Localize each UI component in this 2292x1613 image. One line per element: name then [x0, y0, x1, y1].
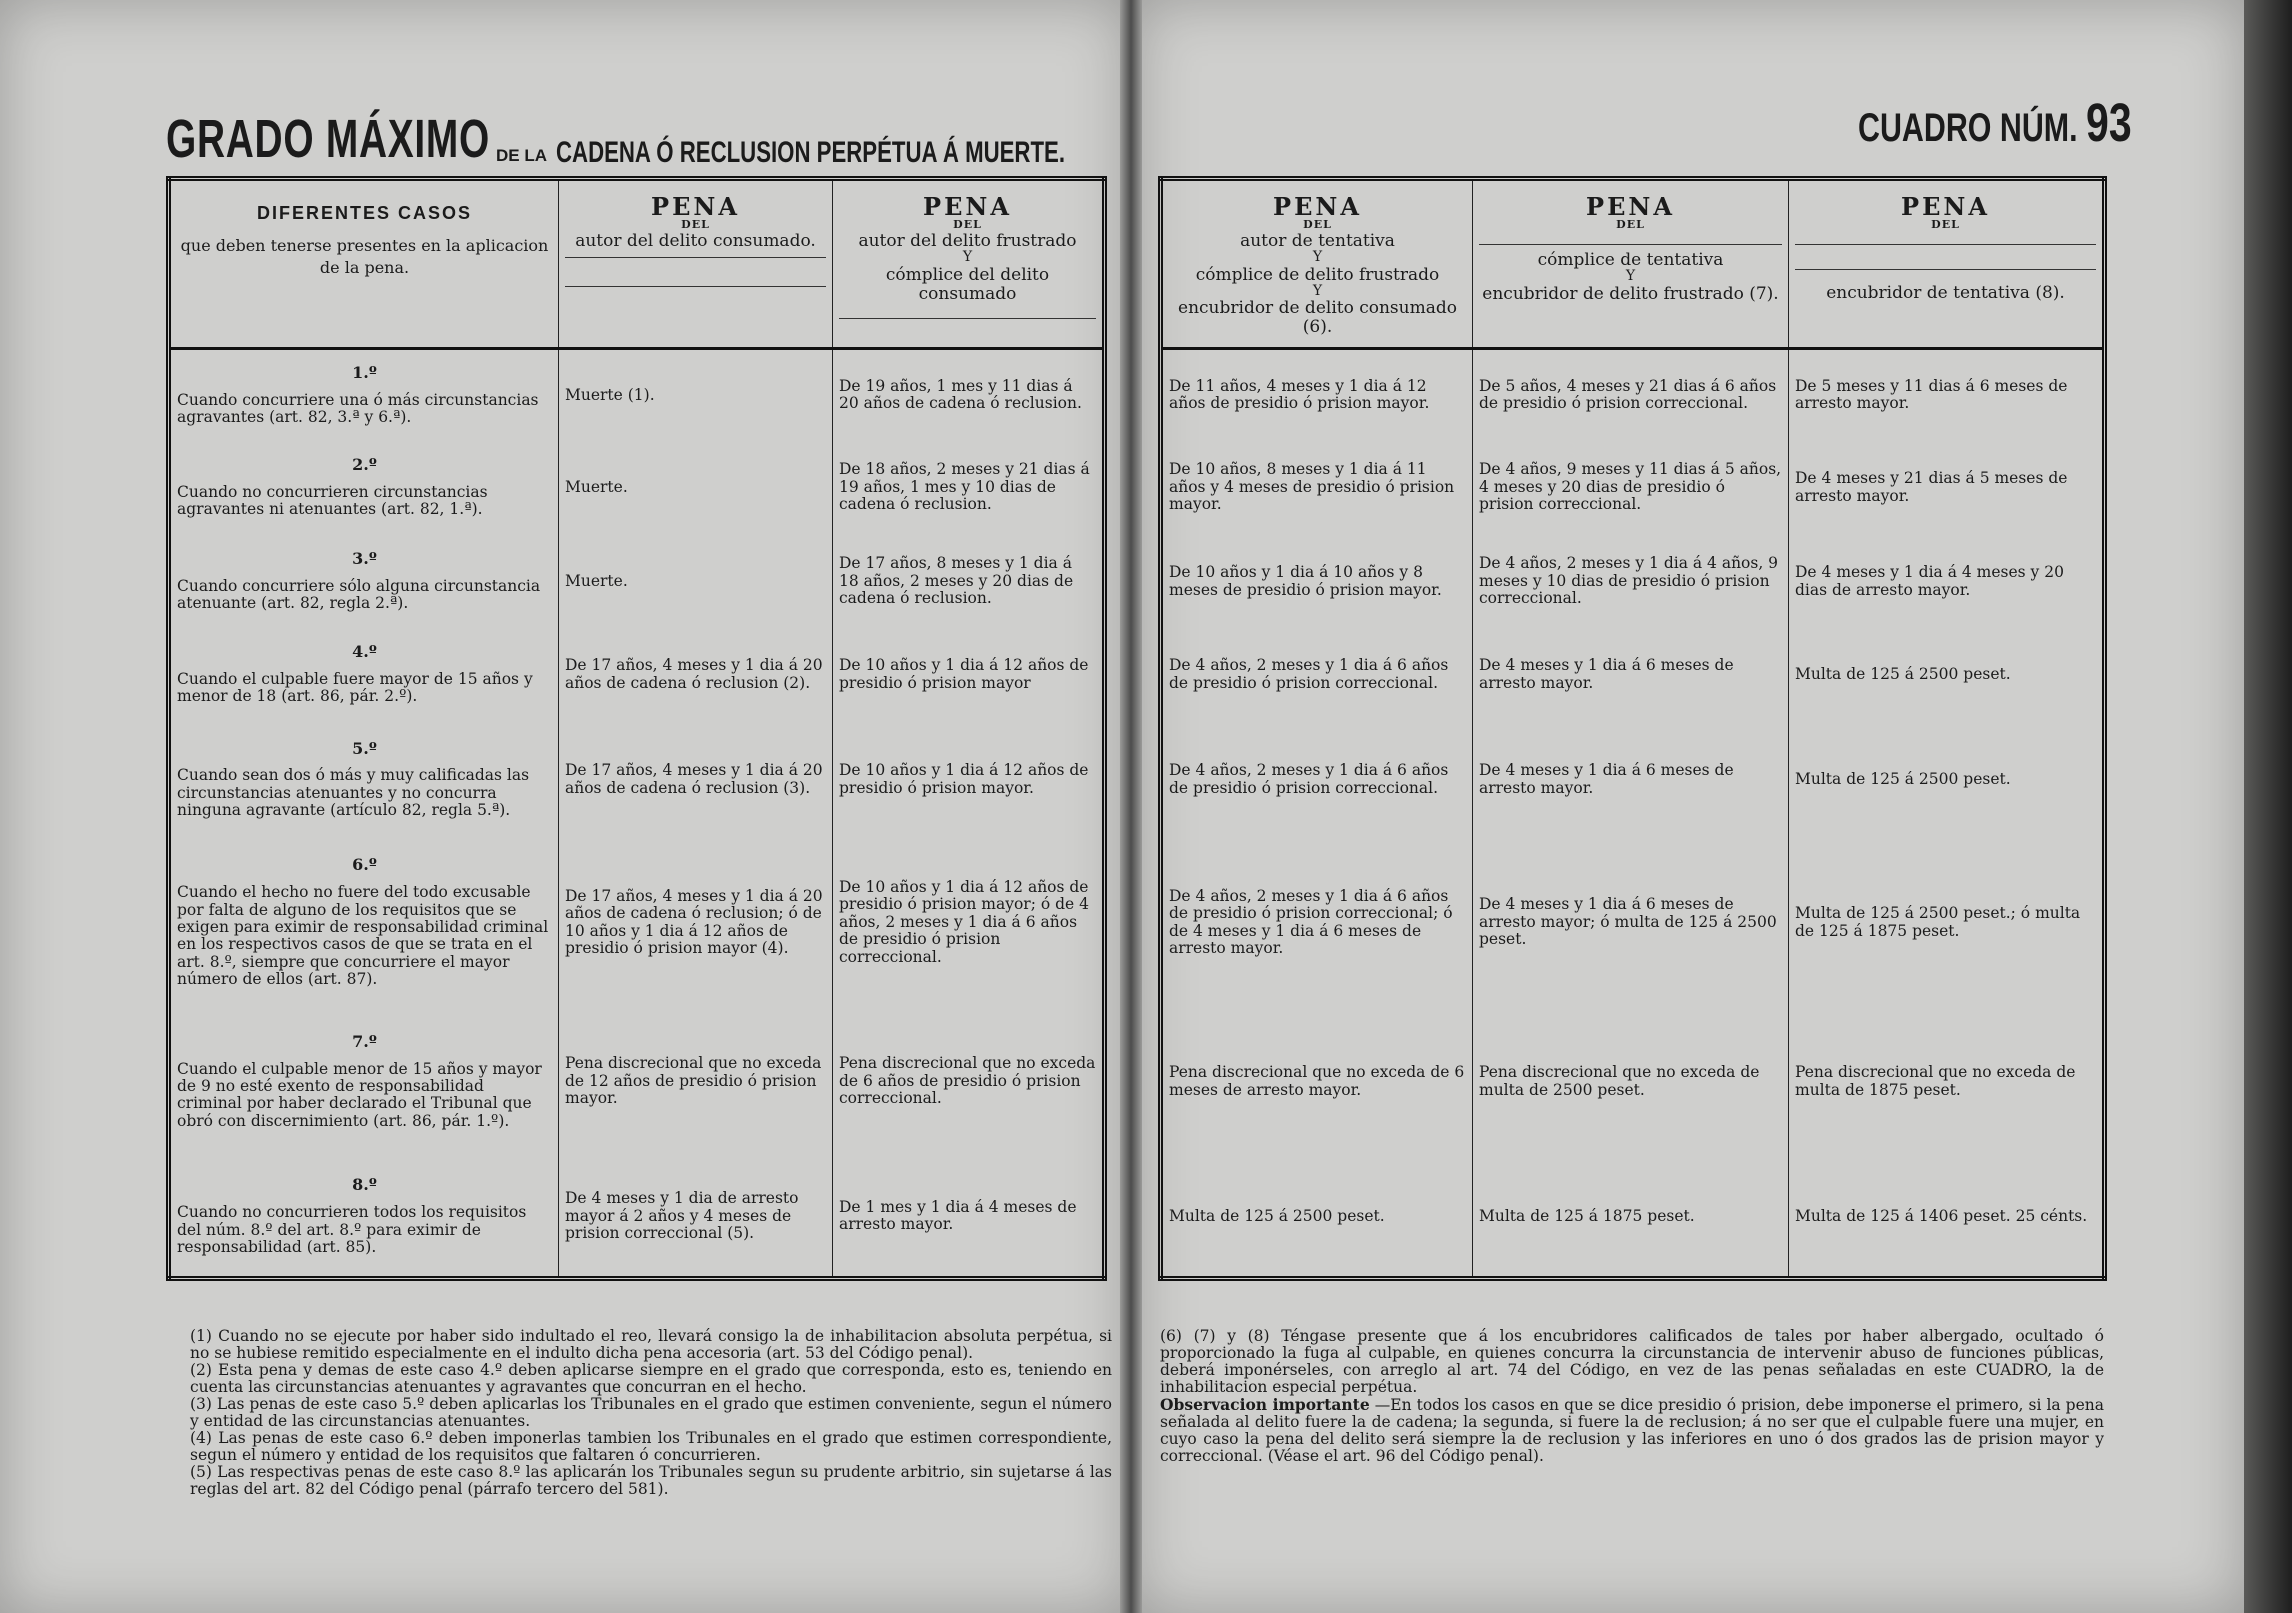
pena-cell: De 4 años, 2 meses y 1 dia á 6 años de presidio ó prision correccional; ó de 4 meses y 1 dia á 6 meses de arresto mayor.	[1161, 839, 1473, 1007]
footnote: (4) Las penas de este caso 6.º deben imponerlas tambien los Tribunales en el grado que estimen correspondiente, segun el número y entidad de los requisitos que faltaren ó concurrieren.	[190, 1429, 1112, 1465]
case-cell	[169, 349, 559, 441]
col-conjunction: Y	[1312, 249, 1323, 266]
col-desc: cómplice del delito consumado	[885, 264, 1050, 304]
pena-cell: De 19 años, 1 mes y 11 dias á 20 años de cadena ó reclusion.	[833, 349, 1105, 441]
page-subtitle: CADENA Ó RECLUSION PERPÉTUA Á MUERTE.	[556, 136, 1065, 169]
pena-cell: De 18 años, 2 meses y 21 dias á 19 años, 1 mes y 10 dias de cadena ó reclusion.	[833, 441, 1105, 535]
pena-cell: De 4 años, 2 meses y 1 dia á 6 años de presidio ó prision correccional.	[1161, 721, 1473, 839]
table-row	[169, 721, 1105, 839]
pena-cell: De 17 años, 4 meses y 1 dia á 20 años de cadena ó reclusion (2).	[559, 629, 833, 721]
table-row	[1161, 441, 2105, 535]
observacion-label: Observacion importante	[1160, 1395, 1370, 1415]
col-desc: encubridor de delito frustrado (7).	[1482, 283, 1779, 304]
pena-cell: De 4 meses y 1 dia de arresto mayor á 2 años y 4 meses de prision correccional (5).	[559, 1157, 833, 1279]
case-text: Cuando concurriere sólo alguna circunstancia atenuante (art. 82, regla 2.ª).	[177, 577, 541, 613]
case-number: 3.º	[352, 549, 377, 569]
pena-cell: De 4 meses y 1 dia á 6 meses de arresto mayor; ó multa de 125 á 2500 peset.	[1473, 839, 1789, 1007]
cuadro-number	[1858, 92, 2132, 154]
pena-cell: De 4 años, 9 meses y 11 dias á 5 años, 4 meses y 20 dias de presidio ó prision correccional.	[1473, 441, 1789, 535]
table-row	[1161, 629, 2105, 721]
table-row	[169, 349, 1105, 441]
header-col3	[1161, 179, 1473, 349]
cuadro-num: 93	[2086, 93, 2132, 153]
table-row	[1161, 349, 2105, 441]
pena-cell: De 10 años y 1 dia á 12 años de presidio ó prision mayor.	[833, 721, 1105, 839]
pena-cell: Muerte.	[559, 535, 833, 629]
pena-cell: Pena discrecional que no exceda de multa de 2500 peset.	[1473, 1007, 1789, 1157]
header-col5	[1789, 179, 2105, 349]
footnote: (5) Las respectivas penas de este caso 8.º las aplicarán los Tribunales segun su prudente arbitrio, sin sujetarse á las reglas del art. 82 del Código penal (párrafo tercero del 581).	[190, 1463, 1112, 1499]
pena-cell: De 10 años, 8 meses y 1 dia á 11 años y 4 meses de presidio ó prision mayor.	[1161, 441, 1473, 535]
pena-cell: De 10 años y 1 dia á 10 años y 8 meses de presidio ó prision mayor.	[1161, 535, 1473, 629]
footnotes-right	[1160, 1328, 2104, 1465]
table-row	[1161, 535, 2105, 629]
case-number: 2.º	[352, 455, 377, 475]
case-number: 7.º	[352, 1031, 377, 1051]
table-row	[1161, 1007, 2105, 1157]
case-text: Cuando el hecho no fuere del todo excusable por falta de alguno de los requisitos que se exigen para eximir de responsabilidad criminal en los respectivos casos de que se trata en el art. 8.º, siempre que concurriere el mayor número de ellos (art. 87).	[177, 883, 549, 989]
case-text: Cuando el culpable fuere mayor de 15 años y menor de 18 (art. 86, pár. 2.º).	[177, 670, 533, 706]
pena-label: PENA	[1901, 192, 1990, 221]
col-conjunction: Y	[962, 249, 973, 266]
cuadro-label: CUADRO NÚM.	[1858, 106, 2078, 150]
footnote: (3) Las penas de este caso 5.º deben aplicarlas los Tribunales en el grado que estimen conveniente, segun el número y entidad de las circunstancias atenuantes.	[190, 1395, 1112, 1431]
pena-cell: Multa de 125 á 2500 peset.	[1789, 721, 2105, 839]
case-number: 8.º	[352, 1175, 377, 1195]
pena-cell: De 17 años, 4 meses y 1 dia á 20 años de cadena ó reclusion (3).	[559, 721, 833, 839]
book-gutter	[1120, 0, 1142, 1613]
header-col4	[1473, 179, 1789, 349]
header-col1	[559, 179, 833, 349]
case-cell	[169, 839, 559, 1007]
footnote: (6) (7) y (8) Téngase presente que á los encubridores calificados de tales por haber albergado, ocultado ó proporcionado la fuga al culpable, en quienes concurra la circunstancia de intervenir abuso de funciones públicas, deberá imponérseles, con arreglo al art. 74 del Código, en vez de las penas señaladas en este CUADRO, la de inhabilitacion especial perpétua.	[1160, 1327, 2104, 1397]
del-label: DEL	[681, 218, 710, 231]
page-title: GRADO MÁXIMO	[166, 109, 490, 169]
pena-cell: Multa de 125 á 2500 peset.	[1789, 629, 2105, 721]
table-row	[1161, 721, 2105, 839]
pena-cell: Muerte (1).	[559, 349, 833, 441]
pena-cell: De 17 años, 4 meses y 1 dia á 20 años de cadena ó reclusion; ó de 10 años y 1 dia á 12 años de presidio ó prision mayor (4).	[559, 839, 833, 1007]
case-text: Cuando el culpable menor de 15 años y mayor de 9 no esté exento de responsabilidad criminal por haber declarado el Tribunal que obró con discernimiento (art. 86, pár. 1.º).	[177, 1059, 542, 1130]
pena-cell: Multa de 125 á 1406 peset. 25 cénts.	[1789, 1157, 2105, 1279]
pena-cell: De 10 años y 1 dia á 12 años de presidio ó prision mayor; ó de 4 años, 2 meses y 1 dia á 6 años de presidio ó prision correccional.	[833, 839, 1105, 1007]
footnote: (1) Cuando no se ejecute por haber sido indultado el reo, llevará consigo la de inhabilitacion absoluta perpétua, si no se hubiese remitido especialmente en el indulto dicha pena accesoria (art. 53 del Código penal).	[190, 1327, 1112, 1363]
case-number: 6.º	[352, 855, 377, 875]
pena-label: PENA	[651, 192, 740, 221]
pena-cell: De 4 meses y 1 dia á 4 meses y 20 dias de arresto mayor.	[1789, 535, 2105, 629]
col-conjunction: Y	[1312, 282, 1323, 299]
table-row	[169, 535, 1105, 629]
book-edge	[2244, 0, 2292, 1613]
pena-cell: De 17 años, 8 meses y 1 dia á 18 años, 2 meses y 20 dias de cadena ó reclusion.	[833, 535, 1105, 629]
pena-cell: Pena discrecional que no exceda de 6 años de presidio ó prision correccional.	[833, 1007, 1105, 1157]
pena-cell: De 11 años, 4 meses y 1 dia á 12 años de presidio ó prision mayor.	[1161, 349, 1473, 441]
observacion-note	[1160, 1396, 2104, 1465]
case-text: Cuando no concurrieren circunstancias agravantes ni atenuantes (art. 82, 1.ª).	[177, 483, 488, 519]
pena-cell: Multa de 125 á 1875 peset.	[1473, 1157, 1789, 1279]
pena-cell: Pena discrecional que no exceda de 12 años de presidio ó prision mayor.	[559, 1007, 833, 1157]
pena-label: PENA	[1586, 192, 1675, 221]
table-row	[1161, 1157, 2105, 1279]
case-cell	[169, 1007, 559, 1157]
table-row	[169, 1157, 1105, 1279]
pena-cell: Muerte.	[559, 441, 833, 535]
pena-cell: De 4 años, 2 meses y 1 dia á 4 años, 9 meses y 10 dias de presidio ó prision correccional.	[1473, 535, 1789, 629]
col-desc: autor de tentativa	[1240, 231, 1395, 251]
del-label: DEL	[1931, 218, 1960, 231]
case-cell	[169, 1157, 559, 1279]
table-row	[169, 839, 1105, 1007]
pena-cell: Multa de 125 á 2500 peset.	[1161, 1157, 1473, 1279]
table-row	[169, 1007, 1105, 1157]
pena-label: PENA	[923, 192, 1012, 221]
case-text: Cuando concurriere una ó más circunstancias agravantes (art. 82, 3.ª y 6.ª).	[177, 390, 539, 427]
left-table	[166, 176, 1107, 1281]
casos-title: DIFERENTES CASOS	[256, 203, 473, 223]
table-row	[169, 441, 1105, 535]
case-cell	[169, 721, 559, 839]
pena-cell: De 4 meses y 21 dias á 5 meses de arresto mayor.	[1789, 441, 2105, 535]
del-label: DEL	[1303, 218, 1332, 231]
footnote: (2) Esta pena y demas de este caso 4.º deben aplicarse siempre en el grado que corresponda, esto es, teniendo en cuenta las circunstancias atenuantes y agravantes que concurran en el hecho.	[190, 1361, 1112, 1397]
pena-cell: De 5 meses y 11 dias á 6 meses de arresto mayor.	[1789, 349, 2105, 441]
pena-cell: De 1 mes y 1 dia á 4 meses de arresto mayor.	[833, 1157, 1105, 1279]
pena-cell: De 4 meses y 1 dia á 6 meses de arresto mayor.	[1473, 629, 1789, 721]
col-desc: cómplice de delito frustrado	[1195, 264, 1440, 285]
right-table	[1158, 176, 2107, 1281]
case-number: 5.º	[352, 738, 377, 758]
header-casos	[169, 179, 559, 349]
col-desc: cómplice de tentativa	[1537, 250, 1724, 270]
table-row	[1161, 839, 2105, 1007]
pena-cell: Pena discrecional que no exceda de 6 meses de arresto mayor.	[1161, 1007, 1473, 1157]
col-desc: autor del delito frustrado	[858, 231, 1077, 251]
title-connector: DE LA	[496, 146, 547, 165]
footnotes-left	[190, 1328, 1112, 1498]
pena-cell: De 4 meses y 1 dia á 6 meses de arresto mayor.	[1473, 721, 1789, 839]
col-desc: autor del delito consumado.	[575, 231, 816, 251]
pena-cell: De 4 años, 2 meses y 1 dia á 6 años de presidio ó prision correccional.	[1161, 629, 1473, 721]
table-row	[169, 629, 1105, 721]
case-cell	[169, 629, 559, 721]
header-col2	[833, 179, 1105, 349]
pena-cell: Multa de 125 á 2500 peset.; ó multa de 125 á 1875 peset.	[1789, 839, 2105, 1007]
case-cell	[169, 535, 559, 629]
pena-cell: De 10 años y 1 dia á 12 años de presidio ó prision mayor	[833, 629, 1105, 721]
observacion-text: —En todos los casos en que se dice presidio ó prision, debe imponerse el primero, si la pena señalada al delito fuere la de cadena; la segunda, si fuere la de reclusion; á no ser que el culpable fuere una mujer, en cuyo caso la pena del delito será siempre la de reclusion y las inferiores en uno ó dos grados las de prision mayor y correccional. (Véase el art. 96 del Código penal).	[1160, 1396, 2104, 1466]
case-text: Cuando sean dos ó más y muy calificadas las circunstancias atenuantes y no concurra ninguna agravante (artículo 82, regla 5.ª).	[177, 766, 530, 820]
del-label: DEL	[953, 218, 982, 231]
col-conjunction: Y	[1625, 268, 1636, 285]
case-cell	[169, 441, 559, 535]
pena-label: PENA	[1273, 192, 1362, 221]
casos-subtitle: que deben tenerse presentes en la aplicacion de la pena.	[180, 236, 549, 277]
case-number: 1.º	[352, 362, 377, 382]
case-text: Cuando no concurrieren todos los requisitos del núm. 8.º del art. 8.º para eximir de responsabilidad (art. 85).	[177, 1203, 527, 1256]
col-desc: encubridor de delito consumado (6).	[1178, 298, 1457, 338]
del-label: DEL	[1616, 218, 1645, 231]
case-number: 4.º	[352, 642, 377, 662]
col-desc: encubridor de tentativa (8).	[1826, 283, 2065, 303]
pena-cell: De 5 años, 4 meses y 21 dias á 6 años de presidio ó prision correccional.	[1473, 349, 1789, 441]
pena-cell: Pena discrecional que no exceda de multa de 1875 peset.	[1789, 1007, 2105, 1157]
